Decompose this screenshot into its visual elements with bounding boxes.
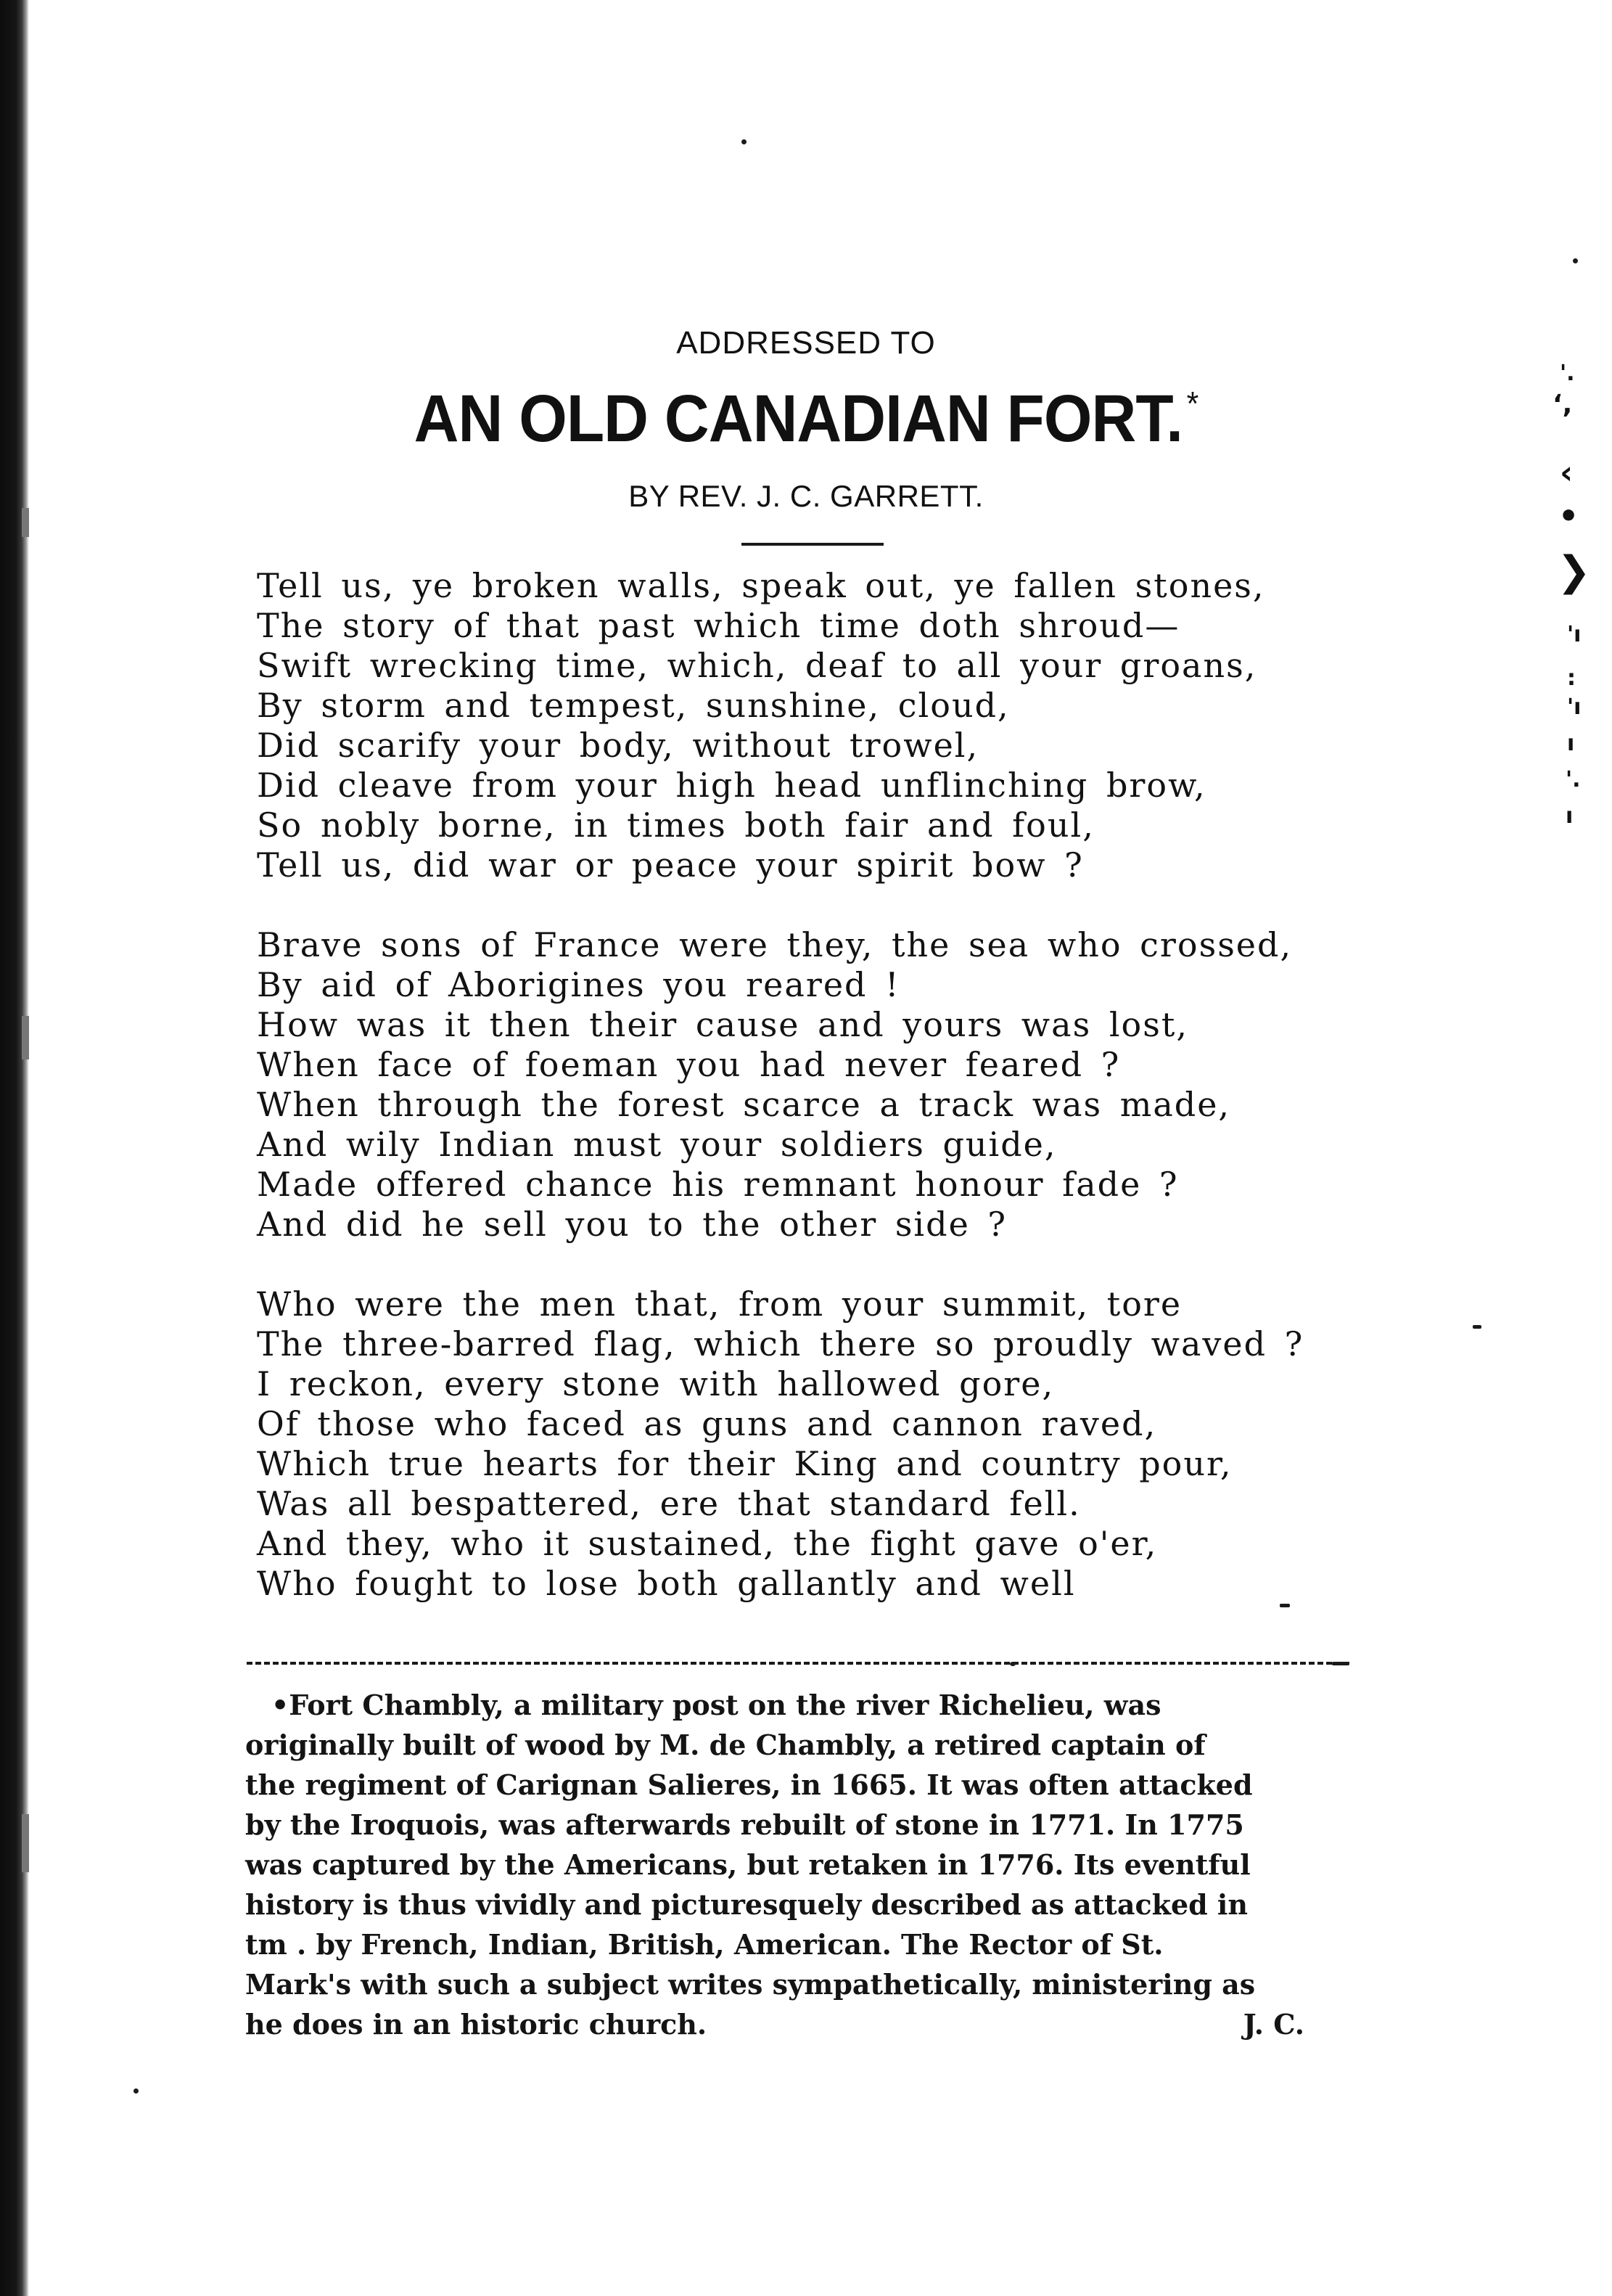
stanza-2 bbox=[257, 925, 1345, 1245]
poem-line: By storm and tempest, sunshine, cloud, bbox=[257, 686, 1010, 725]
margin-scan-noise: ‘, bbox=[1553, 390, 1573, 419]
footnote-asterisk: * bbox=[1186, 385, 1198, 422]
footnote-separator bbox=[247, 1662, 1349, 1665]
poem-line: Did scarify your body, without trowel, bbox=[257, 726, 979, 765]
poem-body bbox=[257, 566, 1345, 1644]
poem-line: Tell us, did war or peace your spirit bow ? bbox=[257, 845, 1084, 885]
poem-line: When through the forest scarce a track was made, bbox=[257, 1085, 1231, 1124]
footnote-line: was captured by the Americans, but retaken in 1776. Its eventful bbox=[245, 1848, 1251, 1881]
margin-scan-noise: ‹ bbox=[1560, 454, 1574, 491]
poem-line: The three-barred flag, which there so proudly waved ? bbox=[257, 1324, 1304, 1364]
edge-speck bbox=[22, 1016, 29, 1059]
poem-line: Made offered chance his remnant honour fade ? bbox=[257, 1165, 1179, 1204]
poem-line: Did cleave from your high head unflinching brow, bbox=[257, 766, 1206, 805]
scan-speck bbox=[741, 139, 747, 144]
poem-line: The story of that past which time doth shroud— bbox=[257, 606, 1180, 645]
poem-line: I reckon, every stone with hallowed gore, bbox=[257, 1364, 1055, 1403]
scan-speck bbox=[1573, 258, 1578, 263]
margin-scan-noise: : bbox=[1567, 665, 1576, 691]
margin-scan-noise: ı bbox=[1567, 731, 1575, 756]
margin-scan-noise: '. bbox=[1566, 767, 1581, 792]
poem-line: And did he sell you to the other side ? bbox=[257, 1205, 1008, 1244]
author-byline: BY REV. J. C. GARRETT. bbox=[628, 479, 984, 513]
title-rule bbox=[741, 543, 884, 546]
poem-line: When face of foeman you had never feared ? bbox=[257, 1045, 1121, 1084]
margin-scan-noise: ❯ bbox=[1557, 548, 1591, 595]
footnote-line: Mark's with such a subject writes sympathetically, ministering as bbox=[245, 1968, 1256, 2001]
footnote-line: tm . by French, Indian, British, American. The Rector of St. bbox=[245, 1928, 1164, 1961]
poem-line: Swift wrecking time, which, deaf to all your groans, bbox=[257, 646, 1257, 685]
margin-scan-noise: '. bbox=[1560, 361, 1575, 386]
poem-line: Who were the men that, from your summit, tore bbox=[257, 1284, 1183, 1324]
poem-line: Of those who faced as guns and cannon raved, bbox=[257, 1404, 1157, 1443]
footnote-signature: J. C. bbox=[1243, 2008, 1304, 2041]
margin-scan-noise: • bbox=[1558, 498, 1579, 535]
title-text: AN OLD CANADIAN FORT. bbox=[414, 382, 1183, 456]
kicker-heading: ADDRESSED TO bbox=[676, 325, 936, 361]
scan-speck bbox=[133, 2088, 139, 2094]
poem-line: Tell us, ye broken walls, speak out, ye fallen stones, bbox=[257, 566, 1265, 605]
footnote-line: •Fort Chambly, a military post on the river Richelieu, was bbox=[271, 1689, 1161, 1721]
poem-line: By aid of Aborigines you reared ! bbox=[257, 965, 900, 1004]
page-title bbox=[57, 381, 1555, 457]
margin-scan-noise: ı bbox=[1566, 803, 1574, 829]
footnote-line: originally built of wood by M. de Chambly, a retired captain of bbox=[245, 1729, 1206, 1761]
footnote-line: by the Iroquois, was afterwards rebuilt of stone in 1771. In 1775 bbox=[245, 1808, 1244, 1841]
poem-line: Which true hearts for their King and country pour, bbox=[257, 1444, 1233, 1483]
poem-line: Was all bespattered, ere that standard fell. bbox=[257, 1484, 1081, 1523]
poem-line: And they, who it sustained, the fight gave o'er, bbox=[257, 1524, 1158, 1563]
stanza-3 bbox=[257, 1284, 1345, 1604]
scan-speck bbox=[1473, 1325, 1481, 1329]
footnote-block bbox=[245, 1685, 1341, 2044]
poem-line: How was it then their cause and yours was lost, bbox=[257, 1005, 1188, 1044]
poem-line: And wily Indian must your soldiers guide, bbox=[257, 1125, 1057, 1164]
footnote-line: history is thus vividly and picturesquely described as attacked in bbox=[245, 1888, 1248, 1921]
footnote-line: the regiment of Carignan Salieres, in 1665. It was often attacked bbox=[245, 1768, 1253, 1801]
footnote-last-line bbox=[245, 2004, 1341, 2044]
edge-speck bbox=[22, 1814, 29, 1872]
poem-line: Brave sons of France were they, the sea who crossed, bbox=[257, 925, 1293, 964]
stanza-1 bbox=[257, 566, 1345, 885]
margin-scan-noise: 'ı bbox=[1567, 622, 1582, 647]
margin-scan-noise: 'ı bbox=[1567, 694, 1582, 720]
poem-line: So nobly borne, in times both fair and foul, bbox=[257, 805, 1095, 845]
footnote-line: he does in an historic church. bbox=[245, 2008, 707, 2041]
poem-line: Who fought to lose both gallantly and well bbox=[257, 1564, 1076, 1603]
